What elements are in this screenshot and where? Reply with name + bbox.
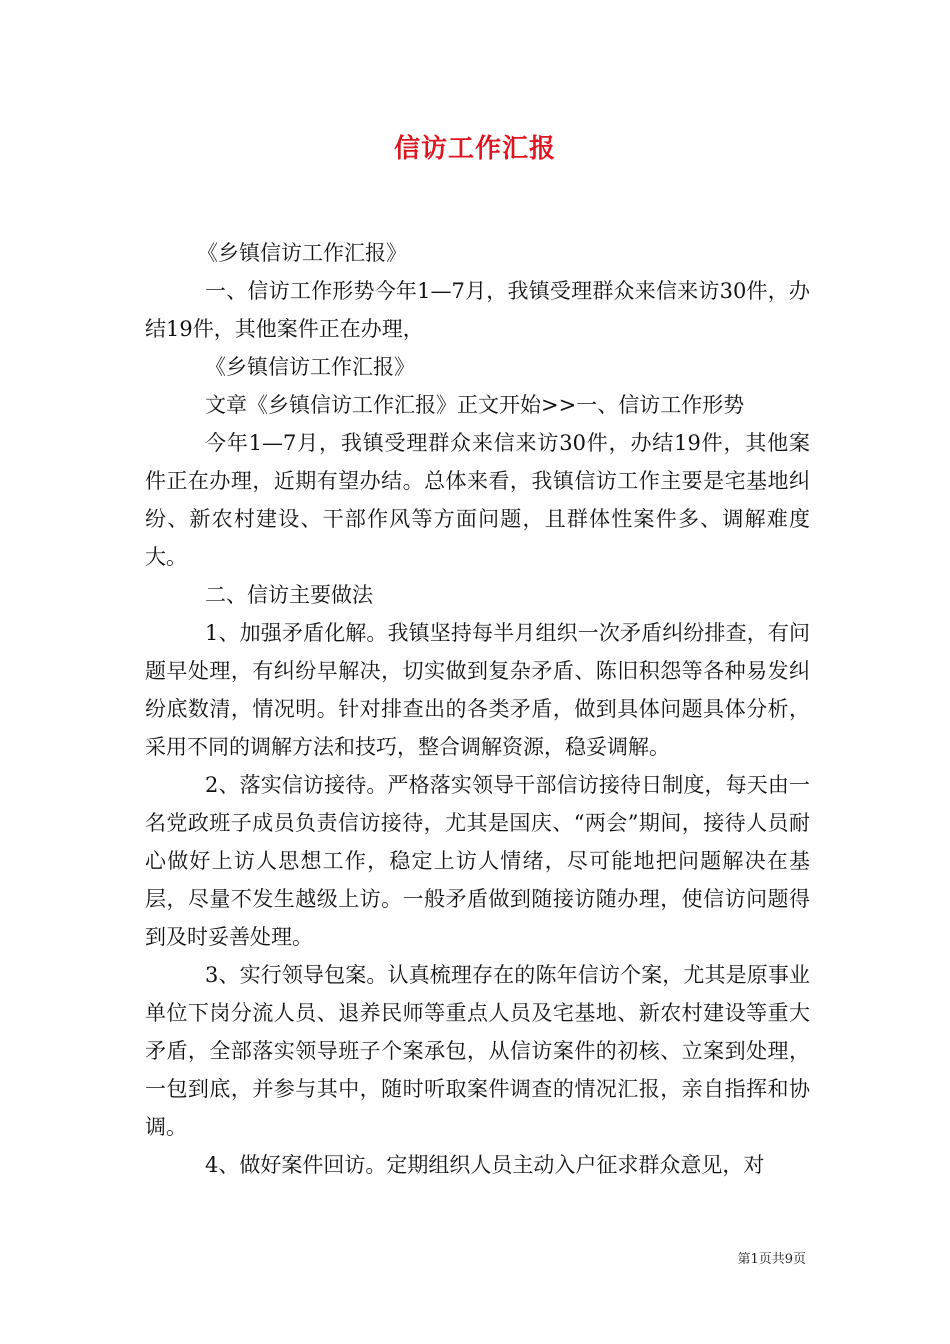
paragraph-item-3: 3、实行领导包案。认真梳理存在的陈年信访个案，尤其是原事业单位下岗分流人员、退养民师等重点人员及宅基地、新农村建设等重大矛盾，全部落实领导班子个案承包，从信访案件的初核、立案到处理，一包到底，并参与其中，随时听取案件调查的情况汇报，亲自指挥和协调。 bbox=[145, 963, 810, 1139]
document-title: 信访工作汇报 bbox=[393, 134, 556, 164]
paragraph-item-2: 2、落实信访接待。严格落实领导干部信访接待日制度，每天由一名党政班子成员负责信访接待，尤其是国庆、“两会”期间，接待人员耐心做好上访人思想工作，稳定上访人情绪，尽可能地把问题解决在基层，尽量不发生越级上访。一般矛盾做到随接访随办理，使信访问题得到及时妥善处理。 bbox=[145, 773, 810, 949]
paragraph-item-4: 4、做好案件回访。定期组织人员主动入户征求群众意见，对 bbox=[205, 1153, 765, 1177]
page-number: 第1页共9页 bbox=[737, 1252, 806, 1267]
paragraph-situation-summary: 一、信访工作形势今年1—7月，我镇受理群众来信来访30件，办结19件，其他案件正在办理， bbox=[145, 279, 810, 341]
paragraph-item-1: 1、加强矛盾化解。我镇坚持每半月组织一次矛盾纠纷排查，有问题早处理，有纠纷早解决，切实做到复杂矛盾、陈旧积怨等各种易发纠纷底数清，情况明。针对排查出的各类矛盾，做到具体问题具体分析，采用不同的调解方法和技巧，整合调解资源，稳妥调解。 bbox=[145, 621, 810, 759]
document-body bbox=[145, 234, 810, 1184]
paragraph-situation-detail: 今年1—7月，我镇受理群众来信来访30件，办结19件，其他案件正在办理，近期有望办结。总体来看，我镇信访工作主要是宅基地纠纷、新农村建设、干部作风等方面问题，且群体性案件多、调解难度大。 bbox=[145, 431, 810, 569]
paragraph-article-start: 文章《乡镇信访工作汇报》正文开始>>一、信访工作形势 bbox=[205, 393, 745, 417]
paragraph-heading-ref-2: 《乡镇信访工作汇报》 bbox=[205, 355, 415, 379]
paragraph-section-two-heading: 二、信访主要做法 bbox=[205, 583, 373, 607]
paragraph-heading-ref-1: 《乡镇信访工作汇报》 bbox=[197, 241, 407, 265]
